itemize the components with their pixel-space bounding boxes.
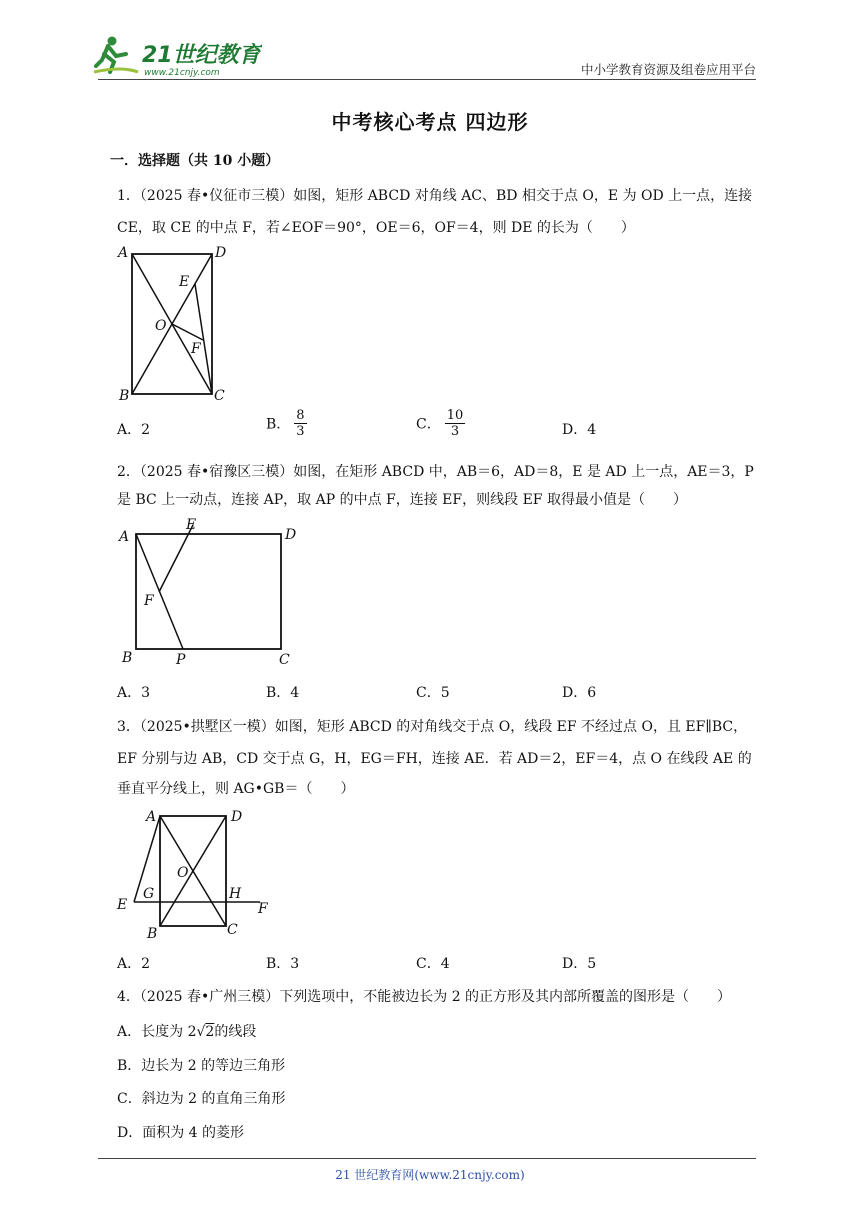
q1-option-c[interactable]: C． $\frac{10}{3}$	[416, 408, 464, 439]
question-2-figure	[115, 515, 305, 670]
fig3-label-e: E	[117, 897, 128, 913]
question-1-line-2: CE，取 CE 的中点 F，若∠EOF＝90°，OE＝6，OF＝4，则 DE 的长为（ ）	[117, 220, 635, 236]
fig3-label-d: D	[231, 809, 243, 825]
q2-option-c[interactable]: C．5	[416, 685, 450, 701]
q4-option-a[interactable]: A．长度为 2√2的线段	[117, 1024, 257, 1040]
question-1-line-1: 1．（2025 春•仪征市三模）如图，矩形 ABCD 对角线 AC、BD 相交于点 O，E 为 OD 上一点，连接	[117, 188, 753, 204]
q4-option-d[interactable]: D．面积为 4 的菱形	[117, 1125, 245, 1141]
question-3-line-3: 垂直平分线上，则 AG•GB＝（ ）	[117, 781, 355, 797]
fig2-label-e: E	[186, 517, 197, 533]
header-platform-text: 中小学教育资源及组卷应用平台	[580, 62, 756, 77]
logo-text: 21世纪教育	[142, 43, 261, 68]
fig2-label-b: B	[122, 650, 133, 666]
q3-option-c[interactable]: C．4	[416, 956, 450, 972]
q3-option-a[interactable]: A．2	[117, 956, 151, 972]
q2-option-d[interactable]: D．6	[562, 685, 597, 701]
question-4-line-1: 4．（2025 春•广州三模）下列选项中，不能被边长为 2 的正方形及其内部所覆盖的图形是（ ）	[117, 989, 732, 1005]
fig1-label-e: E	[179, 274, 190, 290]
fig2-label-f: F	[144, 593, 154, 609]
q3-option-d[interactable]: D．5	[562, 956, 597, 972]
fig3-label-c: C	[227, 922, 238, 938]
fig1-label-b: B	[119, 388, 130, 404]
section-heading: 一．选择题（共 10 小题）	[110, 153, 280, 169]
q1-option-b[interactable]: B． $\frac{8}{3}$	[266, 408, 305, 439]
fig3-label-f: F	[258, 901, 268, 917]
question-2-line-1: 2．（2025 春•宿豫区三模）如图，在矩形 ABCD 中，AB＝6，AD＝8，E 是 AD 上一点，AE＝3，P	[117, 464, 754, 480]
question-3-line-1: 3．（2025•拱墅区一模）如图，矩形 ABCD 的对角线交于点 O，线段 EF 不经过点 O，且 EF∥BC，	[117, 719, 748, 735]
q3-option-b[interactable]: B．3	[266, 956, 300, 972]
fig2-label-a: A	[119, 529, 130, 545]
q4-option-c[interactable]: C．斜边为 2 的直角三角形	[117, 1091, 286, 1107]
fig1-label-f: F	[191, 341, 201, 357]
question-1-figure	[115, 244, 235, 404]
question-2-line-2: 是 BC 上一动点，连接 AP，取 AP 的中点 F，连接 EF，则线段 EF 取得最小值是（ ）	[117, 492, 687, 508]
runner-logo-icon	[94, 37, 138, 73]
footer-link[interactable]: 21 世纪教育网(www.21cnjy.com)	[335, 1168, 525, 1182]
fig3-label-g: G	[143, 886, 155, 902]
question-3-line-2: EF 分别与边 AB，CD 交于点 G，H，EG＝FH，连接 AE．若 AD＝2，EF＝4，点 O 在线段 AE 的	[117, 751, 752, 767]
fig1-label-a: A	[118, 245, 129, 261]
fig1-label-c: C	[214, 388, 225, 404]
footer-divider	[98, 1158, 756, 1159]
fig3-label-b: B	[147, 926, 158, 942]
q2-option-b[interactable]: B．4	[266, 685, 300, 701]
question-3-figure	[112, 806, 277, 946]
fig3-label-a: A	[146, 809, 157, 825]
logo-url: www.21cnjy.com	[144, 68, 220, 78]
fig2-label-c: C	[279, 652, 290, 668]
fig3-label-h: H	[229, 886, 242, 902]
fig2-label-p: P	[176, 652, 186, 668]
document-title: 中考核心考点 四边形	[331, 110, 529, 134]
fig1-label-d: D	[215, 245, 227, 261]
q1-option-d[interactable]: D．4	[562, 422, 597, 438]
sqrt-symbol: √	[196, 1024, 206, 1040]
fig2-label-d: D	[285, 527, 297, 543]
q4-option-b[interactable]: B．边长为 2 的等边三角形	[117, 1058, 286, 1074]
site-logo	[92, 32, 262, 80]
header-divider	[98, 79, 756, 80]
fig1-label-o: O	[155, 318, 167, 334]
q2-option-a[interactable]: A．3	[117, 685, 151, 701]
fig3-label-o: O	[177, 865, 189, 881]
fraction: $\frac{10}{3}$	[446, 408, 464, 439]
q1-option-a[interactable]: A．2	[117, 422, 151, 438]
fraction: $\frac{8}{3}$	[296, 408, 305, 439]
